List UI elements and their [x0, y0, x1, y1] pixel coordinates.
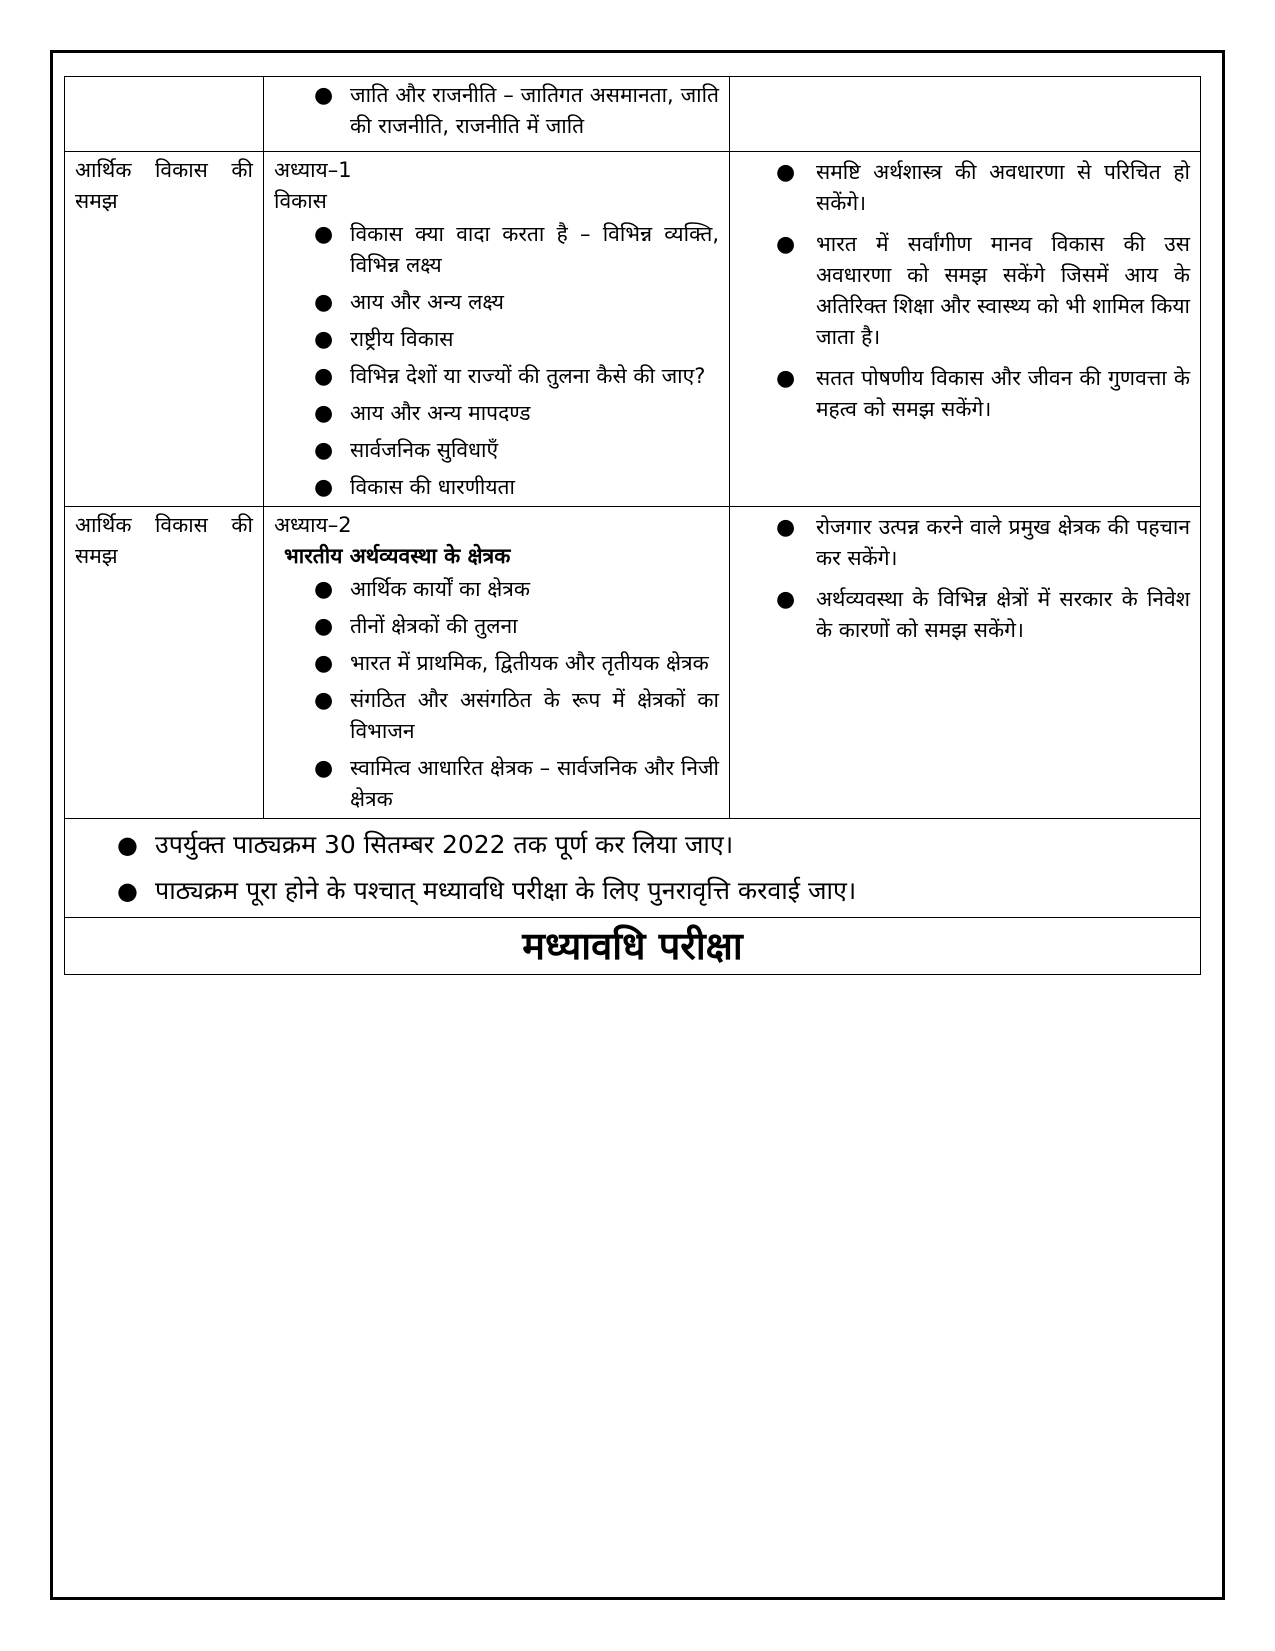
bullet-icon: ●: [776, 515, 796, 540]
note-text: पाठ्यक्रम पूरा होने के पश्चात् मध्यावधि परीक्षा के लिए पुनरावृत्ति करवाई जाए।: [155, 876, 857, 905]
contents-cell: [264, 507, 730, 819]
topic-cell: [65, 77, 264, 152]
list-item: [274, 435, 719, 466]
chapter-number: अध्याय–2: [274, 513, 352, 537]
content-text: विकास की धारणीयता: [350, 475, 515, 499]
syllabus-table: [64, 76, 1201, 975]
outcome-text: अर्थव्यवस्था के विभिन्न क्षेत्रों में सरकार के निवेश के कारणों को समझ सकेंगे।: [816, 587, 1190, 642]
bullet-icon: ●: [314, 327, 334, 352]
chapter-title: भारतीय अर्थव्यवस्था के क्षेत्रक: [284, 544, 511, 568]
bullet-icon: ●: [314, 364, 334, 389]
bullet-icon: ●: [314, 577, 334, 602]
list-item: [274, 287, 719, 318]
bullet-icon: ●: [314, 475, 334, 500]
bullet-icon: ●: [776, 587, 796, 612]
table-row: [65, 507, 1201, 819]
table-row: [65, 152, 1201, 507]
content-text: सार्वजनिक सुविधाएँ: [350, 438, 499, 462]
outcome-text: भारत में सर्वांगीण मानव विकास की उस अवधारणा को समझ सकेंगे जिसमें आय के अतिरिक्त शिक्षा और स्वास्थ्य को भी शामिल किया जाता है।: [816, 232, 1190, 349]
bullet-icon: ●: [314, 614, 334, 639]
table-row: [65, 77, 1201, 152]
bullet-icon: ●: [776, 232, 796, 257]
list-item: [740, 584, 1190, 646]
bullet-icon: ●: [117, 877, 138, 905]
list-item: [274, 472, 719, 503]
chapter-number: अध्याय–1: [274, 158, 352, 182]
bullet-icon: ●: [314, 651, 334, 676]
chapter-title: विकास: [274, 189, 327, 213]
notes-cell: [65, 819, 1201, 918]
note-item: [75, 822, 1190, 868]
content-text: स्वामित्व आधारित क्षेत्रक – सार्वजनिक और निजी क्षेत्रक: [350, 756, 719, 811]
content-text: विभिन्न देशों या राज्यों की तुलना कैसे की जाए?: [350, 364, 706, 388]
list-item: [740, 157, 1190, 219]
topic-text: आर्थिक विकास की समझ: [75, 158, 253, 213]
list-item: [274, 648, 719, 679]
list-item: [274, 611, 719, 642]
bullet-icon: ●: [776, 366, 796, 391]
notes-row: [65, 819, 1201, 918]
exam-row: [65, 918, 1201, 975]
content-text: तीनों क्षेत्रकों की तुलना: [350, 614, 518, 638]
note-item: [75, 868, 1190, 914]
topic-cell: [65, 507, 264, 819]
outcomes-cell: [730, 77, 1201, 152]
list-item: [274, 753, 719, 815]
content-text: आय और अन्य लक्ष्य: [350, 290, 504, 314]
list-item: [274, 219, 719, 281]
bullet-icon: ●: [776, 160, 796, 185]
content-text: आय और अन्य मापदण्ड: [350, 401, 531, 425]
contents-cell: [264, 77, 730, 152]
content-text: राष्ट्रीय विकास: [350, 327, 454, 351]
content-text: संगठित और असंगठित के रूप में क्षेत्रकों का विभाजन: [350, 688, 719, 743]
outcomes-cell: [730, 507, 1201, 819]
bullet-icon: ●: [314, 438, 334, 463]
list-item: [274, 324, 719, 355]
outcome-text: सतत पोषणीय विकास और जीवन की गुणवत्ता के महत्व को समझ सकेंगे।: [816, 366, 1190, 421]
list-item: [274, 574, 719, 605]
topic-text: आर्थिक विकास की समझ: [75, 513, 253, 568]
content-text: विकास क्या वादा करता है – विभिन्न व्यक्ति, विभिन्न लक्ष्य: [350, 222, 719, 277]
bullet-icon: ●: [117, 831, 138, 859]
list-item: [274, 361, 719, 392]
outcome-text: रोजगार उत्पन्न करने वाले प्रमुख क्षेत्रक की पहचान कर सकेंगे।: [816, 515, 1190, 570]
outcome-text: समष्टि अर्थशास्त्र की अवधारणा से परिचित हो सकेंगे।: [816, 160, 1190, 215]
content-text: भारत में प्राथमिक, द्वितीयक और तृतीयक क्षेत्रक: [350, 651, 709, 675]
list-item: [274, 398, 719, 429]
bullet-icon: ●: [314, 688, 334, 713]
content-text: आर्थिक कार्यों का क्षेत्रक: [350, 577, 531, 601]
outcomes-cell: [730, 152, 1201, 507]
bullet-icon: ●: [314, 290, 334, 315]
exam-title: मध्यावधि परीक्षा: [65, 918, 1201, 975]
bullet-icon: ●: [314, 222, 334, 247]
bullet-icon: ●: [314, 756, 334, 781]
topic-cell: [65, 152, 264, 507]
contents-cell: [264, 152, 730, 507]
content-text: जाति और राजनीति – जातिगत असमानता, जाति की राजनीति, राजनीति में जाति: [350, 83, 719, 138]
list-item: [740, 512, 1190, 574]
list-item: [274, 80, 719, 142]
bullet-icon: ●: [314, 401, 334, 426]
list-item: [740, 363, 1190, 425]
list-item: [274, 685, 719, 747]
note-text: उपर्युक्त पाठ्यक्रम 30 सितम्बर 2022 तक पूर्ण कर लिया जाए।: [155, 830, 734, 859]
list-item: [740, 229, 1190, 353]
bullet-icon: ●: [314, 83, 334, 108]
